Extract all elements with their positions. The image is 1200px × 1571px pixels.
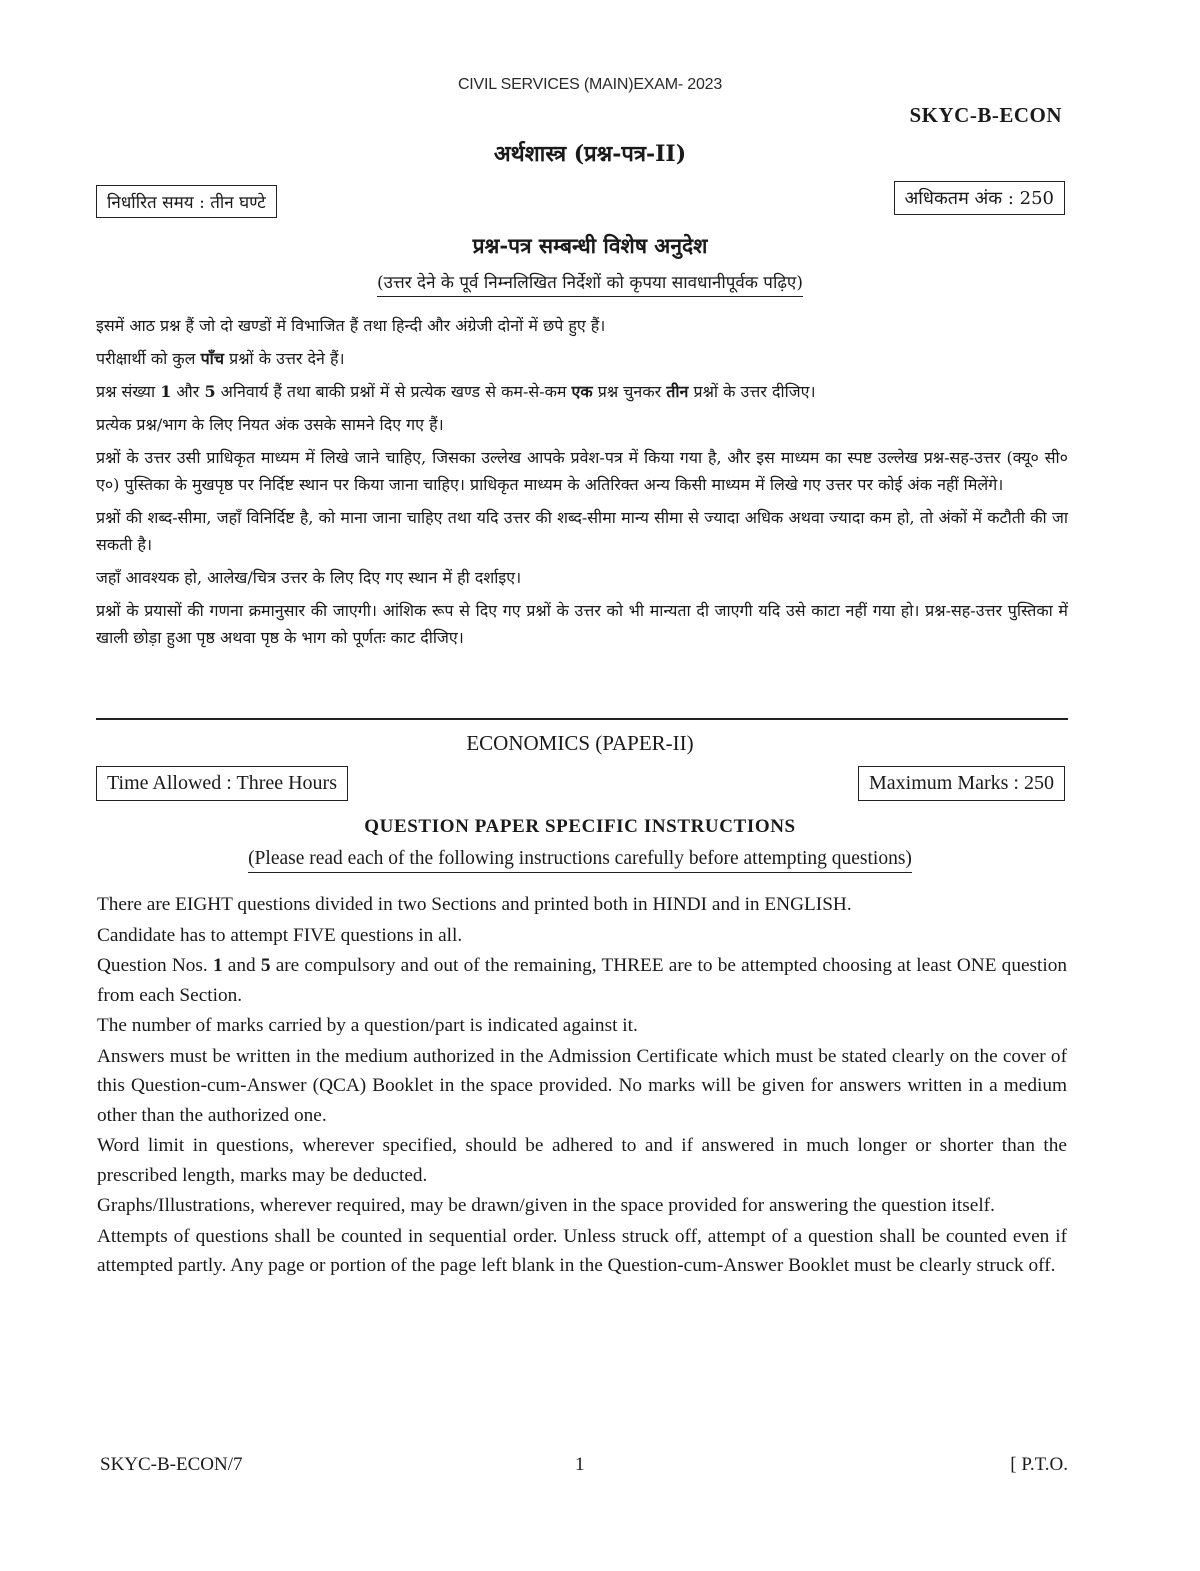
english-paper-title: ECONOMICS (PAPER-II): [466, 731, 694, 755]
hindi-instruction-1: इसमें आठ प्रश्न हैं जो दो खण्डों में विभाजित हैं तथा हिन्दी और अंग्रेजी दोनों में छपे हुए हैं।: [96, 316, 606, 335]
english-instruction-6: Word limit in questions, wherever specified, should be adhered to and if answered in much longer or shorter than the prescribed length, marks may be deducted.: [97, 1135, 1067, 1186]
hindi-instructions-body: [96, 312, 1068, 657]
hindi-instruction-2: परीक्षार्थी को कुल पाँच प्रश्नों के उत्तर देने हैं।: [96, 349, 345, 368]
english-instruction-7: Graphs/Illustrations, wherever required, may be drawn/given in the space provided for answering the question itself.: [97, 1195, 995, 1216]
hindi-paper-title: अर्थशास्त्र (प्रश्न-पत्र-II): [493, 141, 687, 167]
hindi-marks-box: अधिकतम अंक : 250: [894, 181, 1066, 215]
maximum-marks-box: Maximum Marks : 250: [858, 766, 1065, 801]
time-allowed-box: Time Allowed : Three Hours: [96, 766, 348, 801]
footer-paper-code: SKYC-B-ECON/7: [100, 1454, 243, 1475]
paper-code: SKYC-B-ECON: [909, 103, 1062, 127]
hindi-instruction-7: जहाँ आवश्यक हो, आलेख/चित्र उत्तर के लिए दिए गए स्थान में ही दर्शाइए।: [96, 568, 522, 587]
please-turn-over: [ P.T.O.: [1010, 1454, 1068, 1475]
hindi-instruction-3: प्रश्न संख्या 1 और 5 अनिवार्य हैं तथा बाकी प्रश्नों में से प्रत्येक खण्ड से कम-से-कम एक प्रश्न चुनकर तीन प्रश्नों के उत्तर दीजिए।: [96, 382, 816, 401]
english-instruction-3: Question Nos. 1 and 5 are compulsory and out of the remaining, THREE are to be attempted choosing at least ONE question from each Section.: [97, 955, 1068, 1006]
english-instruction-1: There are EIGHT questions divided in two Sections and printed both in HINDI and in ENGLISH.: [97, 894, 852, 915]
hindi-time-box: निर्धारित समय : तीन घण्टे: [96, 185, 277, 218]
hindi-instruction-6: प्रश्नों की शब्द-सीमा, जहाँ विनिर्दिष्ट है, को माना जाना चाहिए तथा यदि उत्तर की शब्द-सीमा मान्य सीमा से ज्यादा अधिक अथवा ज्यादा कम हो, तो अंकों में कटौती की जा सकती है।: [96, 508, 1068, 554]
english-instructions-subnote: [0, 848, 1160, 870]
english-subnote-text: (Please read each of the following instructions carefully before attempting questions): [248, 848, 912, 873]
english-instruction-4: The number of marks carried by a question/part is indicated against it.: [97, 1015, 638, 1036]
english-instruction-5: Answers must be written in the medium authorized in the Admission Certificate which must be stated clearly on the cover of this Question-cum-Answer (QCA) Booklet in the space provided. No marks will be given for answers written in a medium other than the authorized one.: [97, 1045, 1067, 1126]
page-number: 1: [575, 1454, 585, 1475]
section-divider: [96, 718, 1068, 720]
english-instructions-title: QUESTION PAPER SPECIFIC INSTRUCTIONS: [364, 816, 796, 837]
hindi-instruction-5: प्रश्नों के उत्तर उसी प्राधिकृत माध्यम में लिखे जाने चाहिए, जिसका उल्लेख आपके प्रवेश-पत्र में किया गया है, और इस माध्यम का स्पष्ट उल्लेख प्रश्न-सह-उत्तर (क्यू० सी० ए०) पुस्तिका के मुखपृष्ठ पर निर्दिष्ट स्थान पर किया जाना चाहिए। प्राधिकृत माध्यम के अतिरिक्त अन्य किसी माध्यम में लिखे गए उत्तर पर कोई अंक नहीं मिलेंगे।: [96, 448, 1068, 494]
hindi-instructions-subnote: [0, 270, 1180, 293]
english-instruction-2: Candidate has to attempt FIVE questions in all.: [97, 924, 463, 946]
english-instructions-body: [97, 890, 1067, 1282]
hindi-subnote-text: (उत्तर देने के पूर्व निम्नलिखित निर्देशों को कृपया सावधानीपूर्वक पढ़िए): [377, 273, 803, 297]
exam-name: CIVIL SERVICES (MAIN)EXAM- 2023: [457, 76, 723, 93]
hindi-instruction-4: प्रत्येक प्रश्न/भाग के लिए नियत अंक उसके सामने दिए गए हैं।: [96, 415, 444, 434]
hindi-instructions-title: प्रश्न-पत्र सम्बन्धी विशेष अनुदेश: [472, 233, 708, 258]
english-instruction-8: Attempts of questions shall be counted in sequential order. Unless struck off, attempt of a question shall be counted even if attempted partly. Any page or portion of the page left blank in the Question-cum-Answer Booklet must be clearly struck off.: [97, 1225, 1067, 1276]
hindi-instruction-8: प्रश्नों के प्रयासों की गणना क्रमानुसार की जाएगी। आंशिक रूप से दिए गए प्रश्नों के उत्तर को भी मान्यता दी जाएगी यदि उसे काटा नहीं गया हो। प्रश्न-सह-उत्तर पुस्तिका में खाली छोड़ा हुआ पृष्ठ अथवा पृष्ठ के भाग को पूर्णतः काट दीजिए।: [96, 601, 1068, 647]
